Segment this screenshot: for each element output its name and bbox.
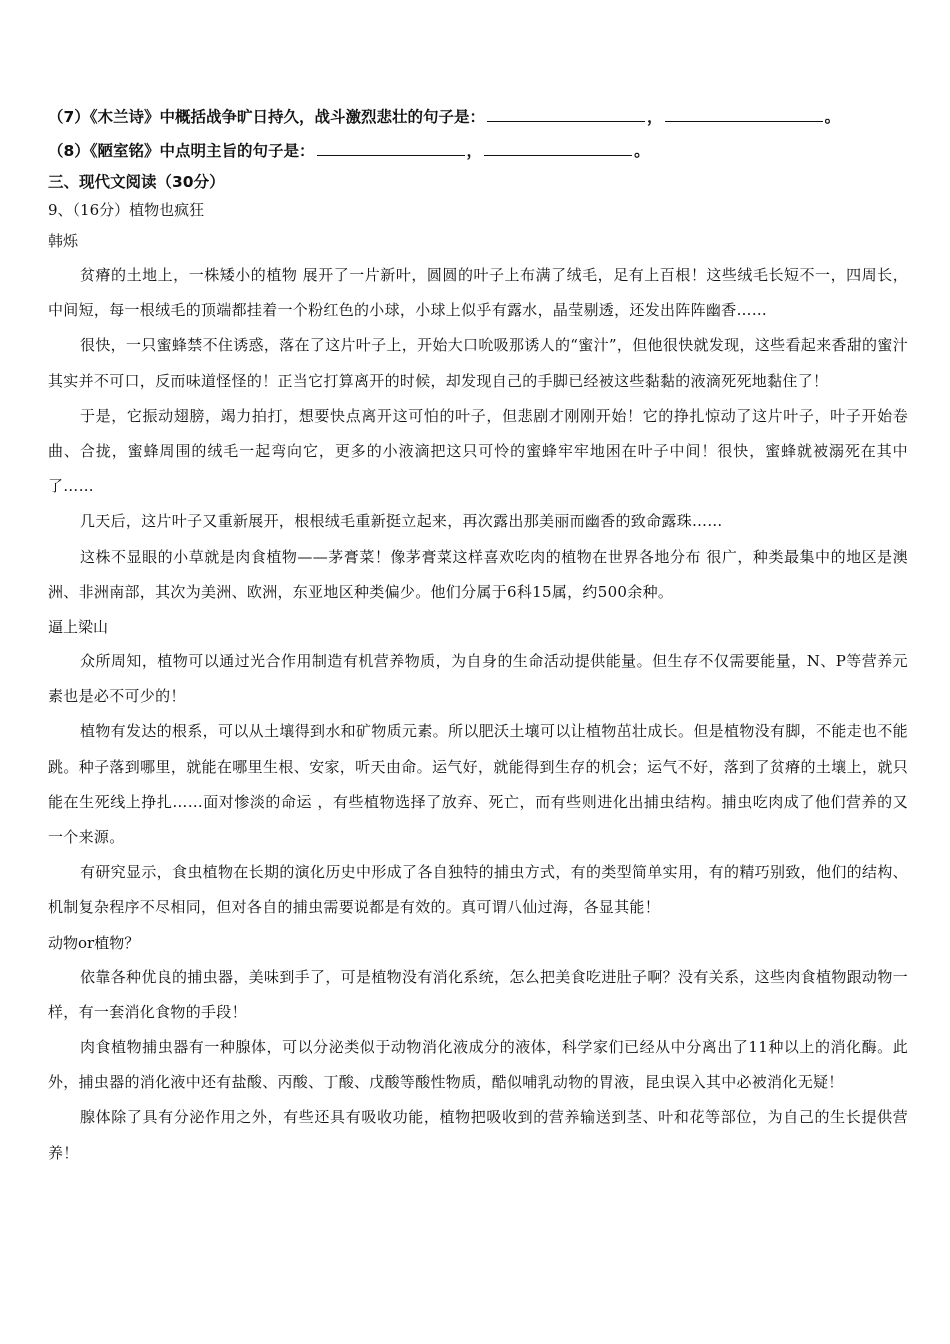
section-heading: 动物or植物？: [48, 933, 140, 952]
question-8: [48, 134, 908, 168]
exam-page: [48, 100, 908, 1171]
question-7: [48, 100, 908, 134]
passage-title: 9、（16分）植物也疯狂: [48, 201, 205, 219]
question-7-end: 。: [824, 108, 841, 126]
question-7-text: （7）《木兰诗》中概括战争旷日持久，战斗激烈悲壮的句子是：: [48, 108, 486, 126]
paragraph: 肉食植物捕虫器有一种腺体，可以分泌类似于动物消化液成分的液体，科学家们已经从中分离出了11种以上的消化酶。此外，捕虫器的消化液中还有盐酸、丙酸、丁酸、戊酸等酸性物质，酷似哺乳动物的胃液，昆虫误入其中必被消化无疑！: [48, 1038, 908, 1092]
paragraph: 很快，一只蜜蜂禁不住诱惑，落在了这片叶子上，开始大口吮吸那诱人的“蜜汁”，但他很快就发现，这些看起来香甜的蜜汁其实并不可口，反而味道怪怪的！正当它打算离开的时候，却发现自己的手脚已经被这些黏黏的液滴死死地黏住了！: [48, 336, 908, 390]
answer-blank-7b[interactable]: [665, 103, 823, 122]
paragraph: 贫瘠的土地上，一株矮小的植物 展开了一片新叶，圆圆的叶子上布满了绒毛，足有上百根！这些绒毛长短不一，四周长，中间短，每一根绒毛的顶端都挂着一个粉红色的小球，小球上似乎有露水，晶莹剔透，还发出阵阵幽香……: [48, 266, 908, 320]
section-heading: 逼上梁山: [48, 618, 109, 637]
paragraph: 腺体除了具有分泌作用之外，有些还具有吸收功能，植物把吸收到的营养输送到茎、叶和花等部位，为自己的生长提供营养！: [48, 1108, 908, 1162]
paragraph: 众所周知，植物可以通过光合作用制造有机营养物质，为自身的生命活动提供能量。但生存不仅需要能量，N、P等营养元素也是必不可少的！: [48, 652, 908, 706]
paragraph: 植物有发达的根系，可以从土壤得到水和矿物质元素。所以肥沃土壤可以让植物茁壮成长。但是植物没有脚，不能走也不能跳。种子落到哪里，就能在哪里生根、安家，听天由命。运气好，就能得到生存的机会；运气不好，落到了贫瘠的土壤上，就只能在生死线上挣扎……面对惨淡的命运 ，有些植物选择了放弃、死亡，而有些则进化出捕虫结构。捕虫吃肉成了他们营养的又一个来源。: [48, 722, 908, 847]
question-8-text: （8）《陋室铭》中点明主旨的句子是：: [48, 142, 315, 160]
paragraph: 于是，它振动翅膀，竭力拍打，想要快点离开这可怕的叶子，但悲剧才刚刚开始！它的挣扎惊动了这片叶子，叶子开始卷曲、合拢，蜜蜂周围的绒毛一起弯向它，更多的小液滴把这只可怜的蜜蜂牢牢地困在叶子中间！很快，蜜蜂就被溺死在其中了……: [48, 406, 908, 496]
paragraph: 依靠各种优良的捕虫器，美味到手了，可是植物没有消化系统，怎么把美食吃进肚子啊？没有关系，这些肉食植物跟动物一样，有一套消化食物的手段！: [48, 967, 908, 1021]
question-8-sep: ，: [466, 142, 483, 160]
answer-blank-8a[interactable]: [317, 137, 465, 156]
paragraph: 有研究显示，食虫植物在长期的演化历史中形成了各自独特的捕虫方式，有的类型简单实用，有的精巧别致，他们的结构、机制复杂程序不尽相同，但对各自的捕虫需要说都是有效的。真可谓八仙过海，各显其能！: [48, 863, 908, 917]
question-8-end: 。: [634, 142, 650, 160]
passage-author: 韩烁: [48, 232, 79, 250]
question-7-sep: ，: [647, 108, 663, 126]
answer-blank-7a[interactable]: [487, 103, 645, 122]
section-title: 三、现代文阅读（30分）: [48, 173, 225, 191]
answer-blank-8b[interactable]: [484, 137, 632, 156]
paragraph: 几天后，这片叶子又重新展开，根根绒毛重新挺立起来，再次露出那美丽而幽香的致命露珠……: [80, 512, 723, 531]
paragraph: 这株不显眼的小草就是肉食植物——茅膏菜！像茅膏菜这样喜欢吃肉的植物在世界各地分布 很广，种类最集中的地区是澳洲、非洲南部，其次为美洲、欧洲，东亚地区种类偏少。他们分属于6科15属，约500余种。: [48, 547, 908, 601]
